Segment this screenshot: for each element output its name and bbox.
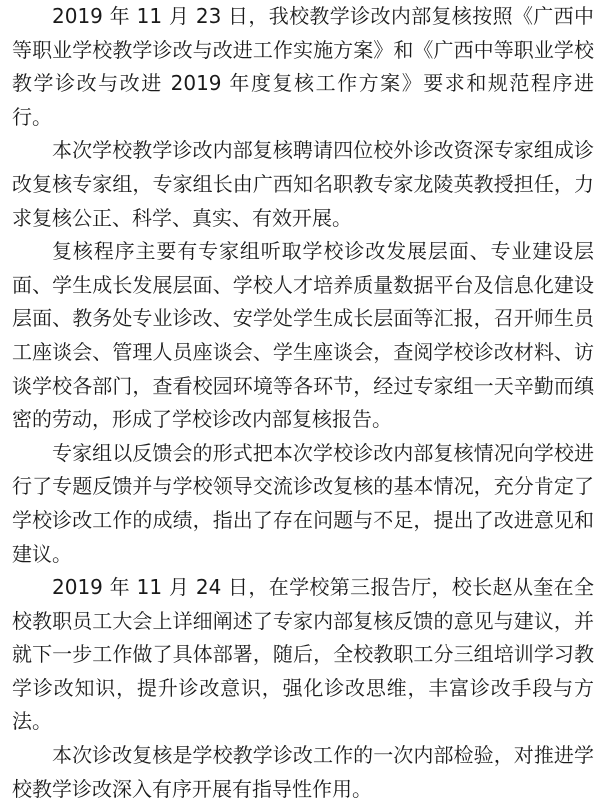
- paragraph-expert-panel: 本次学校教学诊改内部复核聘请四位校外诊改资深专家组成诊改复核专家组，专家组长由广西知名职教专家龙陵英教授担任，力求复核公正、科学、真实、有效开展。: [12, 138, 594, 230]
- paragraph-staff-meeting: 2019 年 11 月 24 日，在学校第三报告厅，校长赵从奎在全校教职员工大会上详细阐述了专家内部复核反馈的意见与建议，并就下一步工作做了具体部署，随后，全校教职工分三组培训学习教学诊改知识，提升诊改意识，强化诊改思维，丰富诊改手段与方法。: [12, 575, 594, 734]
- paragraph-feedback-meeting: 专家组以反馈会的形式把本次学校诊改内部复核情况向学校进行了专题反馈并与学校领导交流诊改复核的基本情况，充分肯定了学校诊改工作的成绩，指出了存在问题与不足，提出了改进意见和建议。: [12, 440, 594, 566]
- paragraph-review-date: 2019 年 11 月 23 日，我校教学诊改内部复核按照《广西中等职业学校教学诊改与改进工作实施方案》和《广西中等职业学校教学诊改与改进 2019 年度复核工作方案》要求和规范程序进行。: [12, 4, 594, 129]
- paragraph-conclusion: 本次诊改复核是学校教学诊改工作的一次内部检验，对推进学校教学诊改深入有序开展有指导性作用。: [12, 743, 594, 801]
- paragraph-review-procedure: 复核程序主要有专家组听取学校诊改发展层面、专业建设层面、学生成长发展层面、学校人才培养质量数据平台及信息化建设层面、教务处专业诊改、安学处学生成长层面等汇报，召开师生员工座谈会、管理人员座谈会、学生座谈会，查阅学校诊改材料、访谈学校各部门，查看校园环境等各环节，经过专家组一天辛勤而缜密的劳动，形成了学校诊改内部复核报告。: [12, 239, 594, 432]
